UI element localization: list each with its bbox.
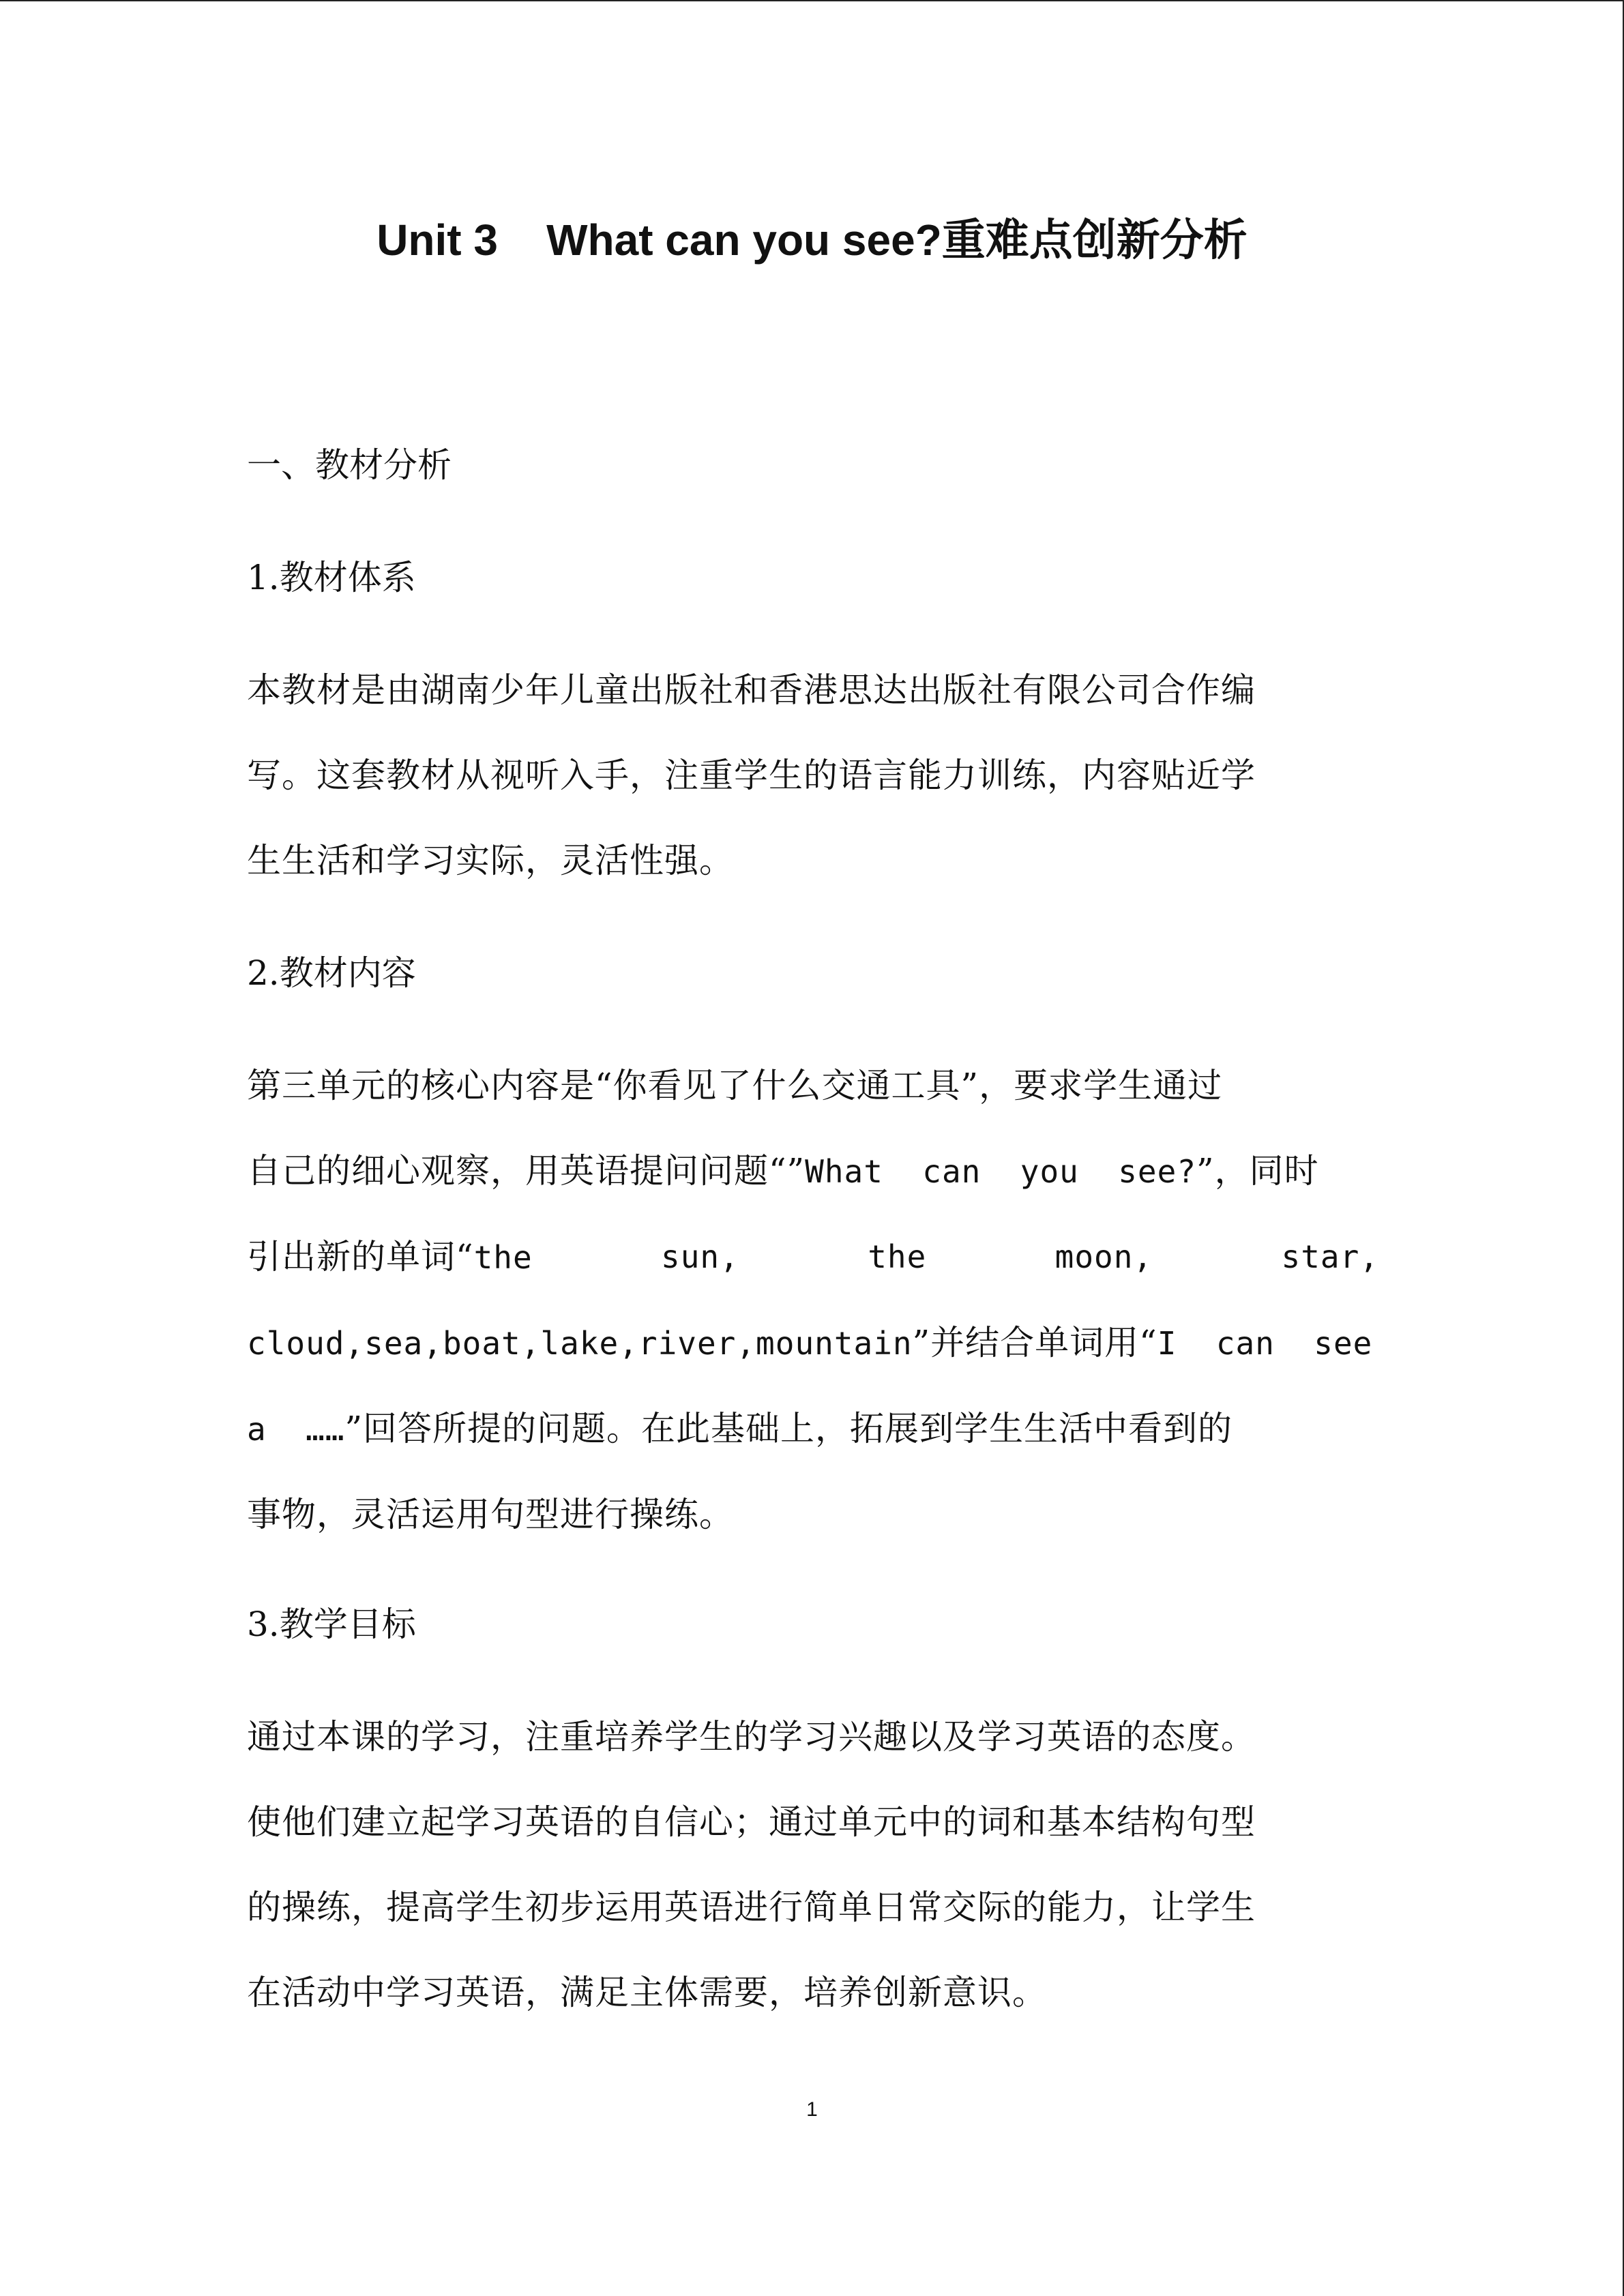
word: star, (1281, 1238, 1379, 1275)
text-en: I can see (1157, 1325, 1373, 1362)
paragraph-line: 使他们建立起学习英语的自信心；通过单元中的词和基本结构句型 (247, 1802, 1256, 1842)
text-mixed: 引出新的单词“the (247, 1237, 533, 1277)
paragraph-textbook-content (247, 1043, 1379, 1557)
paragraph-textbook-system (247, 648, 1379, 904)
paragraph-teaching-goals (247, 1695, 1379, 2036)
document-title: Unit 3 What can you see?重难点创新分析 (377, 215, 1247, 265)
subsection-heading-1: 1.教材体系 (247, 558, 416, 597)
paragraph-line: 事物，灵活运用句型进行操练。 (247, 1495, 734, 1534)
paragraph-line: 在活动中学习英语，满足主体需要，培养创新意识。 (247, 1973, 1047, 2012)
paragraph-line: 第三单元的核心内容是“你看见了什么交通工具”，要求学生通过 (247, 1066, 1223, 1105)
text-zh: 自己的细心观察，用英语提问问题“” (247, 1151, 806, 1191)
text-en: a …… (247, 1411, 345, 1448)
word: the (868, 1238, 927, 1275)
text-zh: ”，同时 (1196, 1151, 1319, 1191)
section-heading-1: 一、教材分析 (247, 445, 452, 485)
paragraph-line: 生生活和学习实际，灵活性强。 (247, 841, 734, 880)
paragraph-line: 本教材是由湖南少年儿童出版社和香港思达出版社有限公司合作编 (247, 670, 1256, 710)
word: sun, (661, 1238, 739, 1275)
subsection-heading-3: 3.教学目标 (247, 1605, 416, 1644)
paragraph-line (247, 1300, 1379, 1386)
text-zh: ”回答所提的问题。在此基础上，拓展到学生生活中看到的 (344, 1409, 1233, 1448)
paragraph-line: 的操练，提高学生初步运用英语进行简单日常交际的能力，让学生 (247, 1888, 1256, 1927)
text-zh: ”并结合单词用“ (912, 1323, 1157, 1362)
text-en: What can you see? (805, 1153, 1197, 1190)
paragraph-line: 写。这套教材从视听入手，注重学生的语言能力训练，内容贴近学 (247, 756, 1256, 795)
paragraph-line: 通过本课的学习，注重培养学生的学习兴趣以及学习英语的态度。 (247, 1717, 1256, 1757)
subsection-heading-2: 2.教材内容 (247, 953, 416, 993)
paragraph-line (247, 1214, 1379, 1300)
text-en: cloud,sea,boat,lake,river,mountain (247, 1325, 913, 1362)
paragraph-line (247, 1129, 1379, 1214)
page-number: 1 (806, 2098, 818, 2121)
word: moon, (1054, 1238, 1153, 1275)
paragraph-line (247, 1386, 1379, 1472)
